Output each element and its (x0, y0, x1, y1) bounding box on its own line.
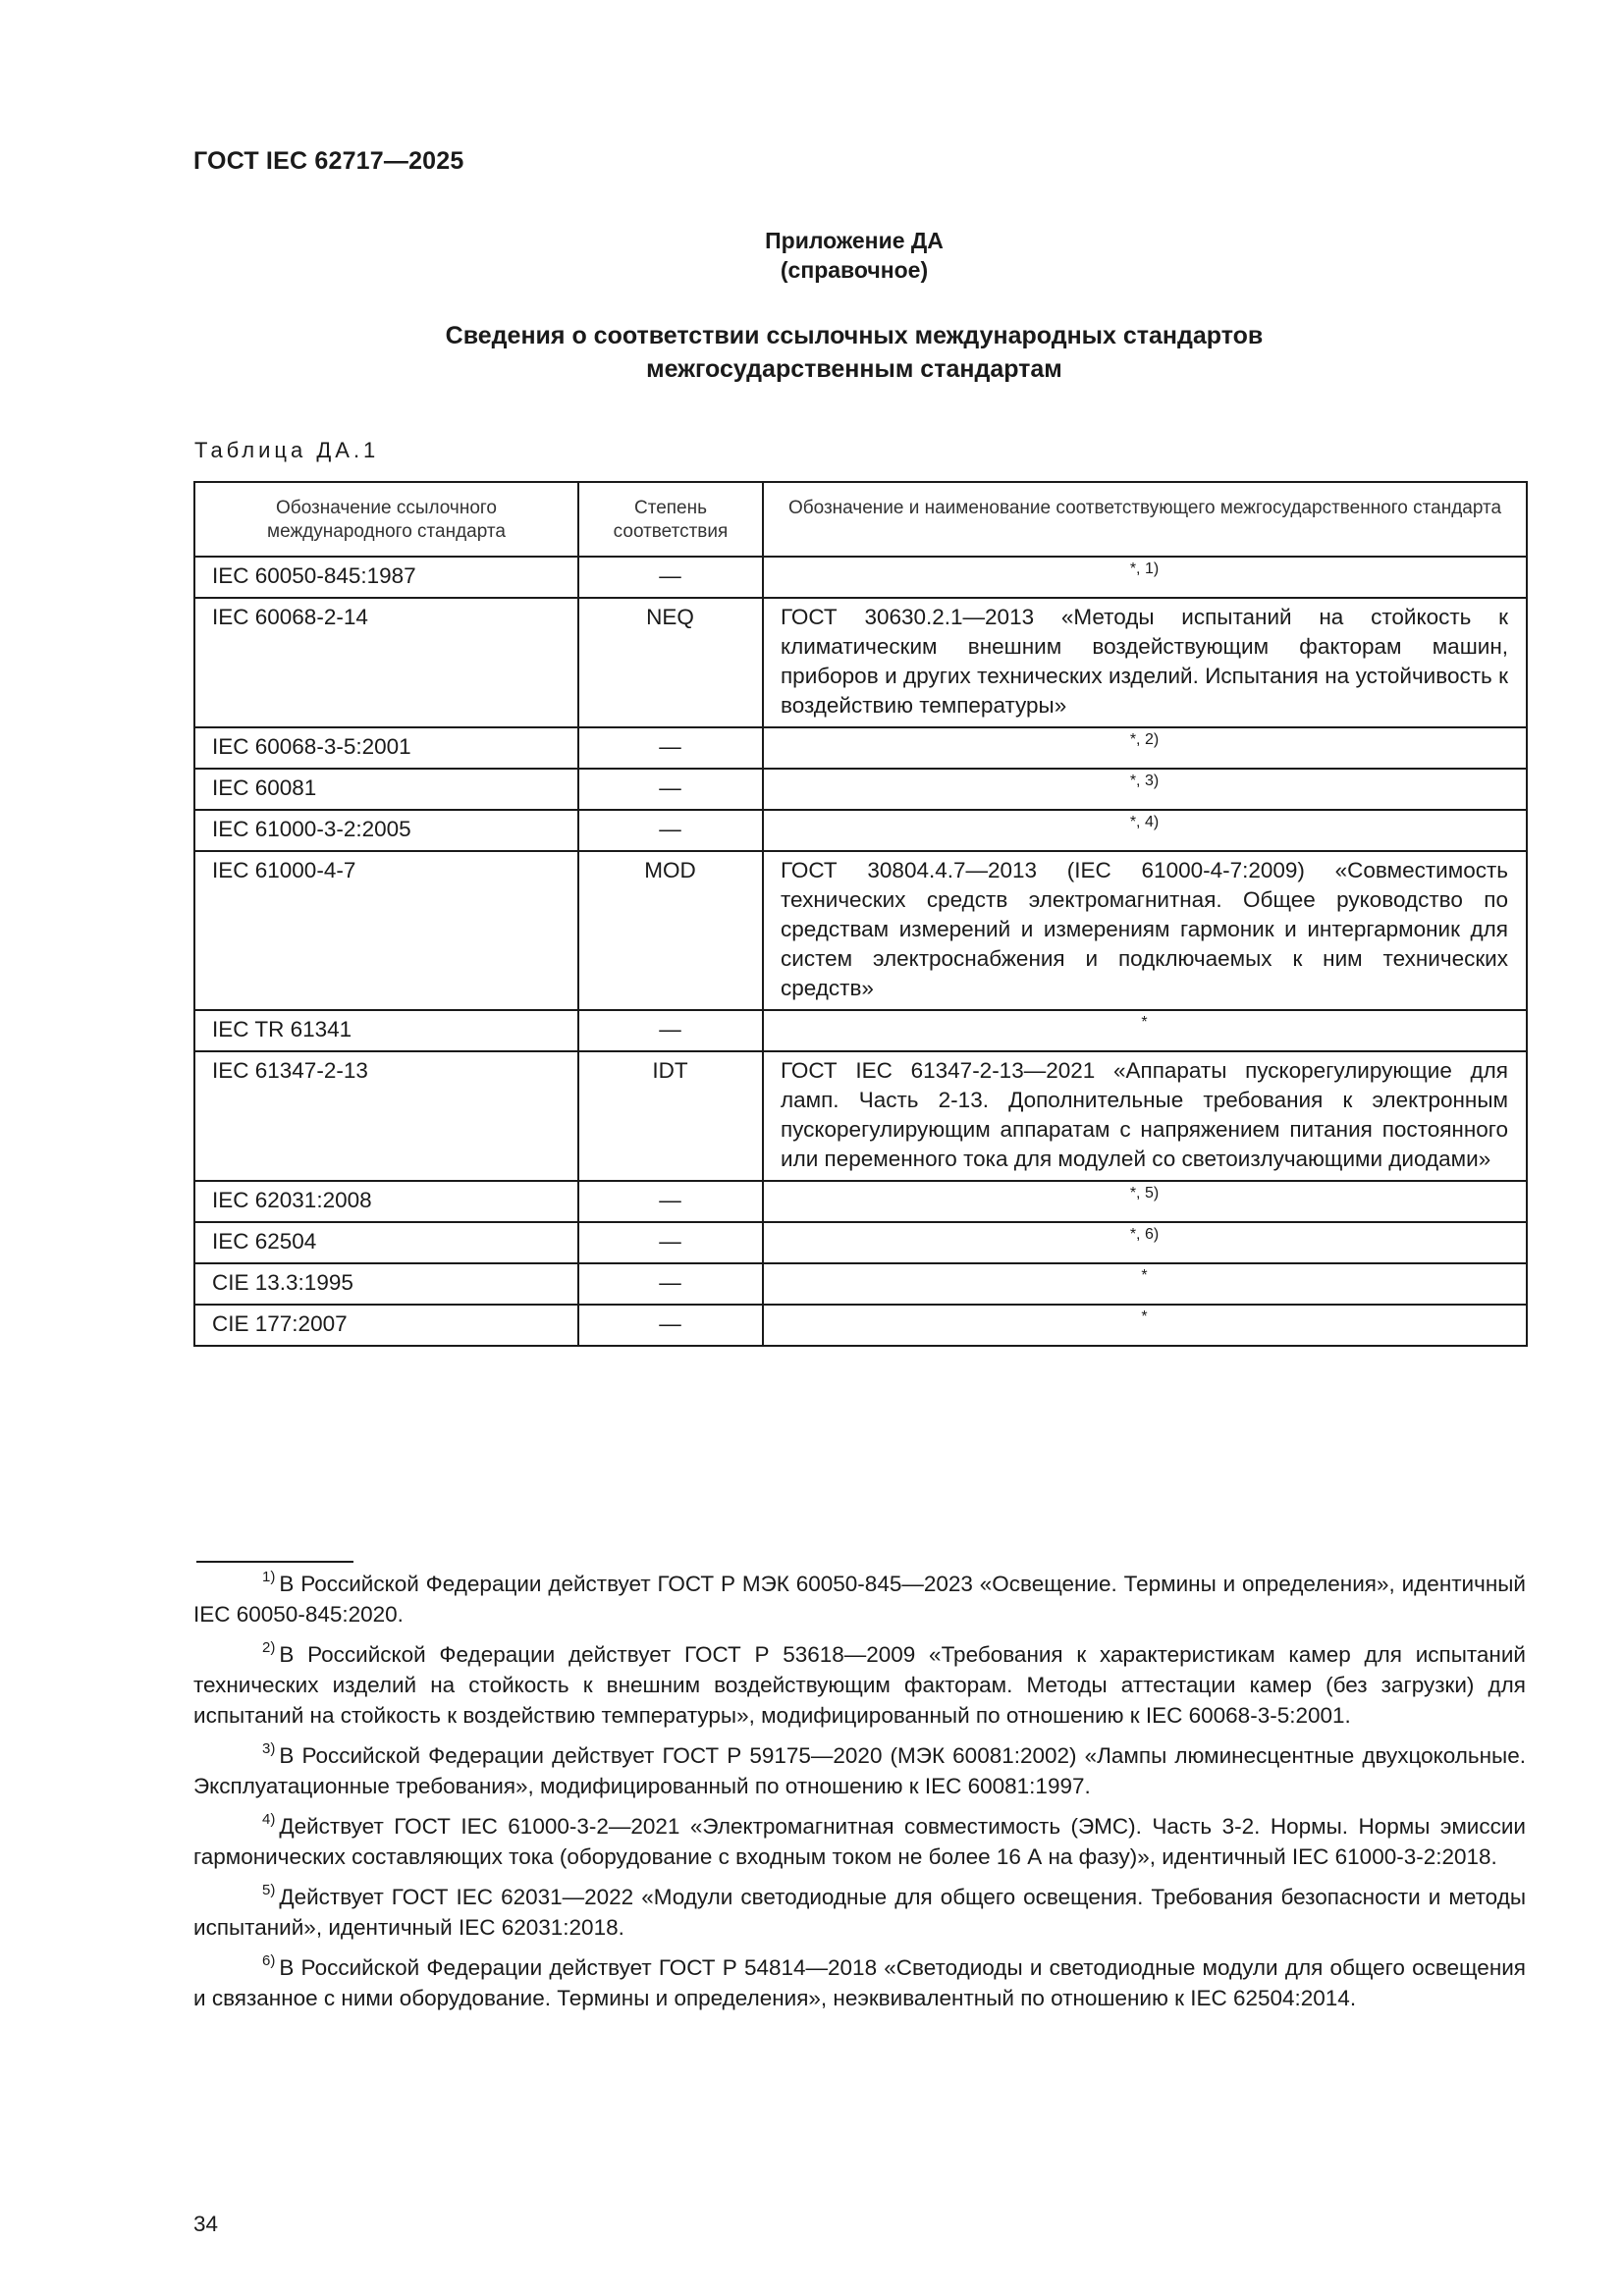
footnote-mark: 1) (262, 1568, 276, 1585)
table-row (194, 557, 1527, 598)
footnote-divider (196, 1561, 353, 1563)
table-row (194, 1222, 1527, 1263)
column-header-degree: Степень соответствия (578, 482, 763, 557)
footnote-mark: 6) (262, 1951, 276, 1969)
standard-cell: ГОСТ 30804.4.7—2013 (IEC 61000-4-7:2009) «Совместимость технических средств электромагнитная. Общее руководство по средствам измерений и измерениям гармоник и интергармоник для систем электроснабжения и подключаемых к ним технических средств» (763, 851, 1527, 1010)
standard-cell: *, 3) (763, 769, 1527, 810)
footnote-text: В Российской Федерации действует ГОСТ Р 59175—2020 (МЭК 60081:2002) «Лампы люминесцентные двухцокольные. Эксплуатационные требования», модифицированный по отношению к IEC 60081:1997. (193, 1743, 1526, 1798)
footnote (193, 1811, 1526, 1872)
standard-cell: *, 5) (763, 1181, 1527, 1222)
document-header: ГОСТ IEC 62717—2025 (193, 147, 464, 175)
table-header-row (194, 482, 1527, 557)
table-row (194, 727, 1527, 769)
ref-cell: IEC 60068-3-5:2001 (194, 727, 578, 769)
ref-cell: IEC 62504 (194, 1222, 578, 1263)
conformity-table (193, 481, 1528, 1347)
standard-cell: * (763, 1305, 1527, 1346)
table-caption: Таблица ДА.1 (194, 438, 380, 462)
table-row (194, 598, 1527, 727)
table-row (194, 1051, 1527, 1181)
section-title-line-1: Сведения о соответствии ссылочных международных стандартов (445, 322, 1264, 349)
footnote (193, 1952, 1526, 2013)
standard-cell: *, 4) (763, 810, 1527, 851)
degree-cell: — (578, 1010, 763, 1051)
footnote-mark: 3) (262, 1739, 276, 1757)
degree-cell: MOD (578, 851, 763, 1010)
ref-cell: CIE 177:2007 (194, 1305, 578, 1346)
standard-cell: *, 2) (763, 727, 1527, 769)
footnote-text: В Российской Федерации действует ГОСТ Р МЭК 60050-845—2023 «Освещение. Термины и определения», идентичный IEC 60050-845:2020. (193, 1572, 1526, 1627)
appendix-title: Приложение ДА (765, 228, 944, 253)
ref-cell: IEC 61347-2-13 (194, 1051, 578, 1181)
degree-cell: — (578, 1222, 763, 1263)
page-number: 34 (193, 2212, 219, 2236)
footnote-mark: 2) (262, 1638, 276, 1656)
table-row (194, 1181, 1527, 1222)
degree-cell: — (578, 557, 763, 598)
table-row (194, 810, 1527, 851)
ref-cell: IEC 62031:2008 (194, 1181, 578, 1222)
table-row (194, 1305, 1527, 1346)
footnotes (193, 1569, 1526, 2023)
section-title (0, 319, 1624, 386)
column-header-standard: Обозначение и наименование соответствующего межгосударственного стандарта (763, 482, 1527, 557)
footnote-text: Действует ГОСТ IEC 61000-3-2—2021 «Электромагнитная совместимость (ЭМС). Часть 3-2. Нормы. Нормы эмиссии гармонических составляющих тока (оборудование с входным током не более 16 А на фазу)», идентичный IEC 61000-3-2:2018. (193, 1814, 1526, 1869)
degree-cell: — (578, 1305, 763, 1346)
column-header-ref: Обозначение ссылочного международного стандарта (194, 482, 578, 557)
footnote (193, 1740, 1526, 1801)
standard-cell: * (763, 1263, 1527, 1305)
footnote (193, 1569, 1526, 1629)
ref-cell: IEC 60050-845:1987 (194, 557, 578, 598)
footnote-text: В Российской Федерации действует ГОСТ Р 53618—2009 «Требования к характеристикам камер для испытаний технических изделий на стойкость к внешним воздействующим факторам. Методы аттестации камер (без загрузки) для испытаний на стойкость к воздействию температуры», модифицированный по отношению к IEC 60068-3-5:2001. (193, 1642, 1526, 1728)
degree-cell: — (578, 727, 763, 769)
standard-cell: *, 1) (763, 557, 1527, 598)
ref-cell: IEC 60081 (194, 769, 578, 810)
table-row (194, 851, 1527, 1010)
footnote (193, 1639, 1526, 1731)
ref-cell: IEC 61000-4-7 (194, 851, 578, 1010)
table-row (194, 769, 1527, 810)
standard-cell: ГОСТ 30630.2.1—2013 «Методы испытаний на стойкость к климатическим внешним воздействующим факторам машин, приборов и других технических изделий. Испытания на устойчивость к воздействию температуры» (763, 598, 1527, 727)
degree-cell: — (578, 769, 763, 810)
standard-cell: *, 6) (763, 1222, 1527, 1263)
footnote-mark: 4) (262, 1810, 276, 1828)
section-title-line-2: межгосударственным стандартам (646, 355, 1062, 383)
ref-cell: CIE 13.3:1995 (194, 1263, 578, 1305)
footnote-text: В Российской Федерации действует ГОСТ Р 54814—2018 «Светодиоды и светодиодные модули для общего освещения и связанное с ними оборудование. Термины и определения», неэквивалентный по отношению к IEC 62504:2014. (193, 1955, 1526, 2010)
degree-cell: — (578, 1263, 763, 1305)
appendix-type: (справочное) (780, 257, 929, 283)
footnote-text: Действует ГОСТ IEC 62031—2022 «Модули светодиодные для общего освещения. Требования безопасности и методы испытаний», идентичный IEC 62031:2018. (193, 1885, 1526, 1940)
degree-cell: — (578, 810, 763, 851)
footnote (193, 1882, 1526, 1943)
degree-cell: IDT (578, 1051, 763, 1181)
ref-cell: IEC 60068-2-14 (194, 598, 578, 727)
table-row (194, 1010, 1527, 1051)
standard-cell: ГОСТ IEC 61347-2-13—2021 «Аппараты пускорегулирующие для ламп. Часть 2-13. Дополнительные требования к электронным пускорегулирующим аппаратам с напряжением питания постоянного или переменного тока для модулей со светоизлучающими диодами» (763, 1051, 1527, 1181)
ref-cell: IEC 61000-3-2:2005 (194, 810, 578, 851)
standard-cell: * (763, 1010, 1527, 1051)
degree-cell: NEQ (578, 598, 763, 727)
ref-cell: IEC TR 61341 (194, 1010, 578, 1051)
degree-cell: — (578, 1181, 763, 1222)
footnote-mark: 5) (262, 1881, 276, 1898)
appendix-heading (0, 226, 1624, 285)
table-row (194, 1263, 1527, 1305)
